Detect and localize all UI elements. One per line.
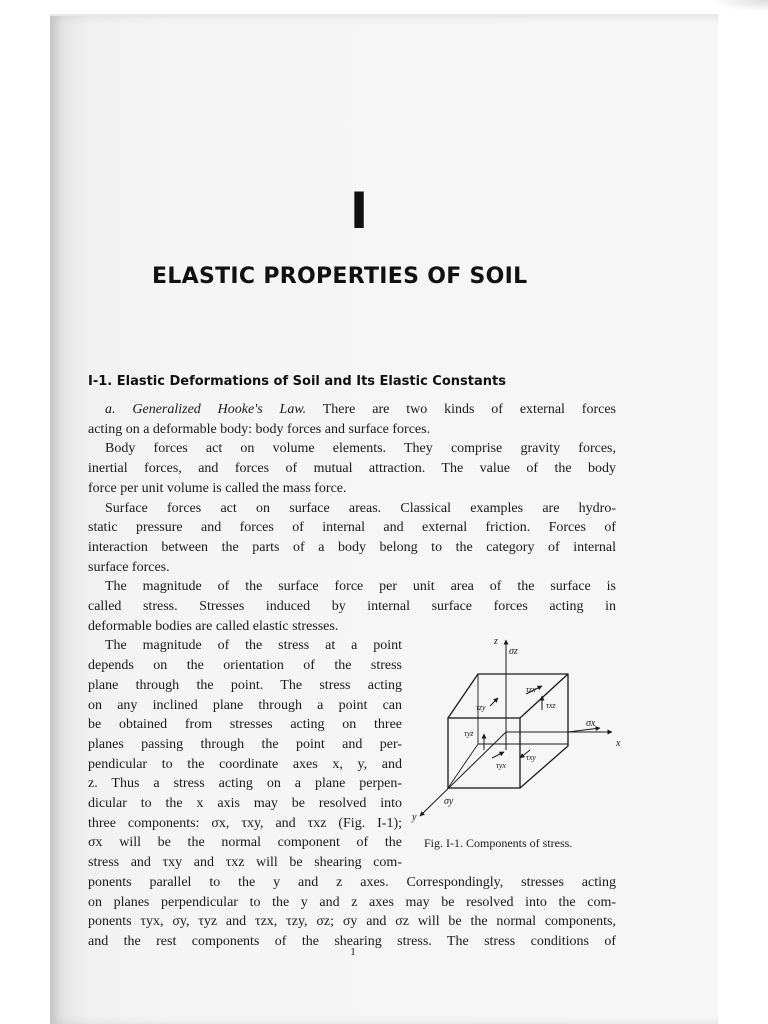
text-line: on any inclined plane through a point can (88, 697, 402, 713)
text-line: pendicular to the coordinate axes x, y, and (88, 756, 402, 772)
tau-xz-label: τxz (546, 701, 556, 710)
y-axis-label: y (412, 812, 417, 823)
text-line: depends on the orientation of the stress (88, 658, 402, 674)
section-heading: I-1. Elastic Deformations of Soil and Its Elastic Constants (88, 374, 506, 389)
text-line: deformable bodies are called elastic stresses. (88, 618, 339, 634)
text-line: stress and τxy and τxz will be shearing com- (88, 855, 402, 871)
chapter-number: I (349, 182, 369, 240)
text-line: z. Thus a stress acting on a plane perpen- (88, 776, 402, 792)
figure-caption: Fig. I-1. Components of stress. (424, 836, 573, 850)
y-axis-line (420, 732, 506, 816)
text-line: The magnitude of the stress at a point (105, 638, 402, 654)
text-line: dicular to the x axis may be resolved into (88, 796, 402, 811)
tau-yx-label: τyx (496, 761, 506, 770)
text-span: There are two kinds of external forces (306, 402, 616, 417)
tau-zx-label: τzx (526, 685, 536, 694)
tau-yz-label: τyz (464, 729, 474, 738)
text-line: σx will be the normal component of the (88, 835, 402, 851)
page-number: 1 (350, 946, 356, 958)
sigma-y-label: σy (444, 796, 454, 807)
text-line: Body forces act on volume elements. They comprise gravity forces, (105, 441, 616, 457)
text-line: plane through the point. The stress acting (88, 677, 402, 693)
text-line: static pressure and forces of internal and external friction. Forces of (88, 520, 616, 536)
text-line: three components: σx, τxy, and τxz (Fig. I-1); (88, 815, 402, 831)
tau-zy-arrow (490, 698, 498, 706)
paragraph-label: a. Generalized Hooke's Law. (105, 402, 307, 417)
text-line: The magnitude of the surface force per unit area of the surface is (105, 579, 616, 595)
stress-cube-figure (408, 632, 630, 828)
tau-xy-label: τxy (526, 753, 536, 762)
text-line: and the rest components of the shearing stress. The stress conditions of (88, 933, 616, 949)
text-line: surface forces. (88, 559, 170, 575)
tau-yx-arrow (492, 752, 504, 758)
corner-shadow (708, 0, 768, 12)
text-line: force per unit volume is called the mass force. (88, 480, 347, 496)
sigma-z-label: σz (509, 646, 518, 657)
chapter-title: ELASTIC PROPERTIES OF SOIL (152, 264, 528, 289)
text-line: acting on a deformable body: body forces and surface forces. (88, 421, 431, 437)
text-line: be obtained from stresses acting on three (88, 717, 402, 733)
text-line: ponents τyx, σy, τyz and τzx, τzy, σz; σy and σz will be the normal components, (88, 914, 616, 930)
text-line: called stress. Stresses induced by internal surface forces acting in (88, 599, 616, 614)
sigma-x-label: σx (586, 718, 596, 729)
text-line: inertial forces, and forces of mutual attraction. The value of the body (88, 461, 616, 477)
text-line (105, 400, 616, 420)
text-line: on planes perpendicular to the y and z axes may be resolved into the com- (88, 894, 616, 910)
x-axis-label: x (616, 738, 621, 749)
z-axis-label: z (494, 636, 498, 647)
cube-hidden-edge (448, 744, 478, 788)
tau-zy-label: τzy (476, 703, 486, 712)
text-line: interaction between the parts of a body belong to the category of internal (88, 539, 616, 555)
text-line: planes passing through the point and per- (88, 736, 402, 752)
cube-top-right-edge (520, 674, 568, 718)
text-line: ponents parallel to the y and z axes. Correspondingly, stresses acting (88, 874, 616, 890)
text-line: Surface forces act on surface areas. Classical examples are hydro- (105, 500, 616, 516)
